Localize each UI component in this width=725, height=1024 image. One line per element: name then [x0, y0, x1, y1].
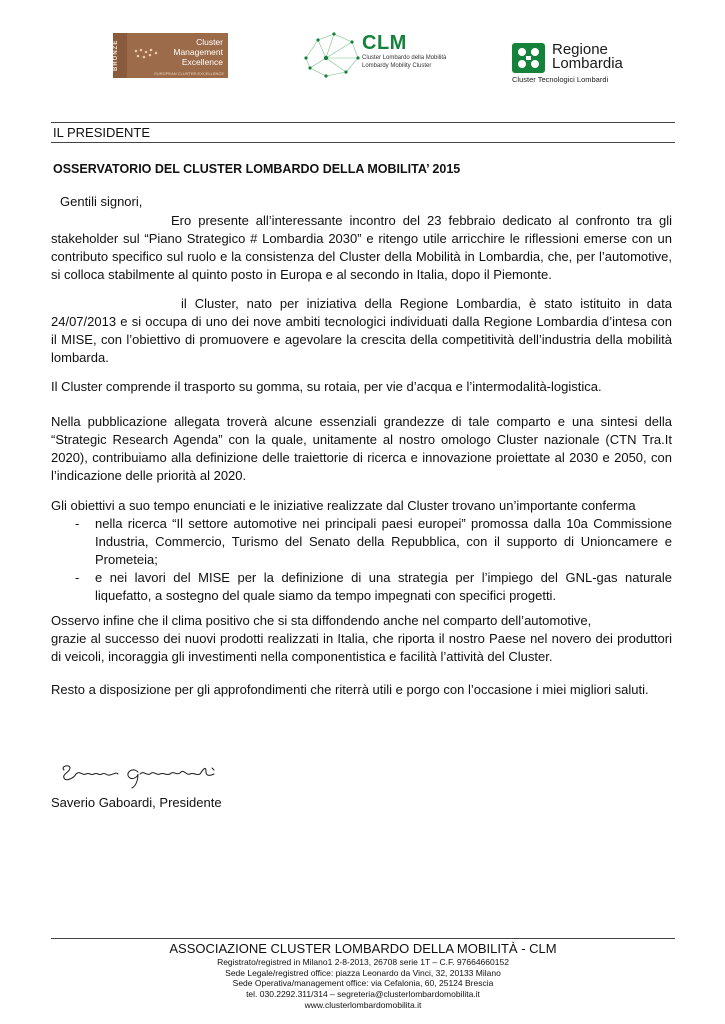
top-divider	[51, 122, 675, 123]
footer-registration: Registrato/registred in Milano1 2-8-2013, 26708 serie 1T – C.F. 97664660152	[217, 957, 509, 967]
regione-lombardia-emblem-icon	[512, 43, 545, 76]
clm-title: CLM	[362, 32, 407, 54]
cluster-management-excellence-logo	[113, 33, 228, 78]
paragraph-2: il Cluster, nato per iniziativa della Regione Lombardia, è stato istituito in data 24/07/2013 e si occupa di uno dei nove ambiti tecnologici individuati dalla Regione Lombardia d’intesa con il MISE, con l’obiettivo di promuovere e agevolare la crescita della competitività dell’industria della mobilità lombarda.	[51, 296, 672, 365]
footer-divider	[51, 938, 675, 939]
clm-subtitle-en: Lombardy Mobility Cluster	[362, 63, 432, 69]
dots-icon	[133, 47, 163, 61]
paragraph-7: Resto a disposizione per gli approfondimenti che riterrà utili e porgo con l’occasione i miei migliori saluti.	[51, 682, 649, 697]
paragraph-1: Ero presente all’interessante incontro del 23 febbraio dedicato al confronto tra gli stakeholder sul “Piano Strategico # Lombardia 2030” e ritengo utile arricchire le riflessioni emerse con un contributo specifico sul ruolo e la consistenza del Cluster della Mobilità in Lombardia, che, per l’automotive, si colloca stabilmente al quinto posto in Europa e al secondo in Italia, dopo il Piemonte.	[51, 213, 672, 282]
bullet-text: e nei lavori del MISE per la definizione di una strategia per l’impiego del GNL-gas naturale liquefatto, a sostegno del quale siamo da tempo impegnati con specifici progetti.	[95, 570, 672, 603]
paragraph-4: Nella pubblicazione allegata troverà alcune essenziali grandezze di tale comparto e una sintesi della “Strategic Research Agenda” con la quale, unitamente al nostro omologo Cluster nazionale (CTN Tra.It 2020), contribuiamo alla definizione delle traiettorie di ricerca e innovazione proiettate al 2030 e 2050, con l’indicazione delle priorità al 2020.	[51, 414, 672, 483]
cme-line1: Cluster	[196, 37, 223, 47]
letter-subject: OSSERVATORIO DEL CLUSTER LOMBARDO DELLA MOBILITA’ 2015	[53, 162, 461, 176]
regione-name-line2: Lombardia	[552, 55, 623, 72]
cme-line3: Excellence	[181, 57, 223, 67]
signer-name: Saverio Gaboardi, Presidente	[51, 795, 222, 810]
list-item	[51, 569, 672, 605]
bullet-dash: -	[75, 570, 80, 585]
clm-logo	[300, 28, 470, 80]
regione-name-line1: Regione	[552, 41, 608, 58]
cme-line2: Management	[173, 47, 223, 57]
paragraph-3: Il Cluster comprende il trasporto su gomma, su rotaia, per vie d’acqua e l’intermodalità-logistica.	[51, 379, 602, 394]
regione-lombardia-logo	[512, 43, 632, 85]
bullet-dash: -	[75, 516, 80, 531]
network-map-icon	[300, 28, 362, 80]
footer-registered-office: Sede Legale/registred office: piazza Leonardo da Vinci, 32, 20133 Milano	[225, 967, 501, 978]
role-divider	[51, 142, 675, 143]
regione-subtitle: Cluster Tecnologici Lombardi	[512, 75, 609, 84]
salutation: Gentili signori,	[60, 194, 143, 209]
bronze-badge: BRONZE	[113, 33, 127, 78]
bullet-list	[51, 515, 672, 605]
clm-subtitle-it: Cluster Lombardo della Mobilità	[362, 55, 447, 61]
footer-management-office: Sede Operativa/management office: via Cefalonia, 60, 25124 Brescia	[232, 978, 494, 989]
paragraph-6a: Osservo infine che il clima positivo che si sta diffondendo anche nel comparto dell’automotive,	[51, 613, 592, 628]
paragraph-6b: grazie al successo dei nuovi prodotti realizzati in Italia, che riporta il nostro Paese nel novero dei produttori di veicoli, incoraggia gli investimenti nella componentistica e facilità l’attività del Cluster.	[51, 631, 672, 664]
footer-website: www.clusterlombardomobilita.it	[304, 999, 422, 1010]
bullet-text: nella ricerca “Il settore automotive nei principali paesi europei” promossa dalla 10a Commissione Industria, Commercio, Turismo del Senato della Repubblica, con il supporto di Unioncamere e Prometeia;	[95, 516, 672, 567]
cme-tagline: EUROPEAN CLUSTER EXCELLENCE	[154, 71, 224, 76]
footer	[51, 941, 675, 1011]
list-item	[51, 515, 672, 569]
handwritten-signature	[60, 762, 230, 792]
footer-title: ASSOCIAZIONE CLUSTER LOMBARDO DELLA MOBILITÀ - CLM	[169, 941, 557, 956]
paragraph-5: Gli obiettivi a suo tempo enunciati e le iniziative realizzate dal Cluster trovano un’importante conferma	[51, 498, 636, 513]
sender-role: IL PRESIDENTE	[53, 125, 151, 140]
footer-contacts: tel. 030.2292.311/314 – segreteria@clusterlombardomobilita.it	[246, 989, 480, 1000]
